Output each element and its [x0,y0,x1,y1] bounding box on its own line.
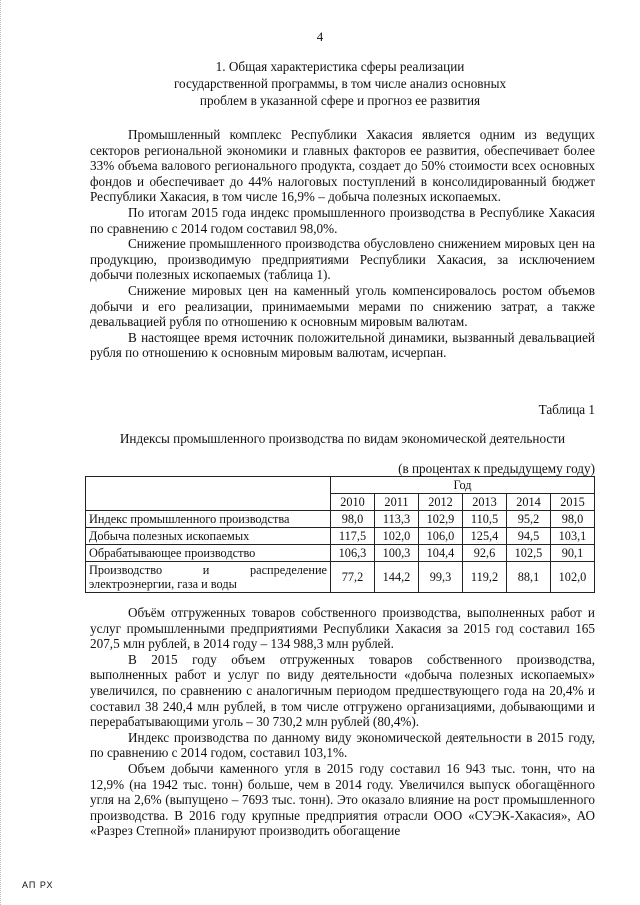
heading-line: 1. Общая характеристика сферы реализации [215,59,465,74]
row-label: Обрабатывающее производство [86,545,331,562]
heading-line: государственной программы, в том числе анализ основных [173,76,507,91]
page-number: 4 [316,29,324,44]
table-cell: 99,3 [419,562,463,593]
row-label: Добыча полезных ископаемых [86,528,331,545]
indices-table [85,476,595,593]
table-cell: 88,1 [507,562,551,593]
row-label: Индекс промышленного производства [86,511,331,528]
table-cell: 98,0 [551,511,595,528]
year-header: 2010 [331,494,375,511]
table-cell: 119,2 [463,562,507,593]
empty-header-cell [86,477,331,511]
footer-stamp: АП РХ [22,880,54,890]
year-header: 2015 [551,494,595,511]
table-cell: 117,5 [331,528,375,545]
table-cell: 125,4 [463,528,507,545]
paragraph: Объём отгруженных товаров собственного производства, выполненных работ и услуг промышленными предприятиями Республики Хакасия за 2015 год составил 165 207,5 млн рублей, в 2014 году – 134 988,3 млн рублей. [90,605,595,652]
table-cell: 98,0 [331,511,375,528]
table-cell: 92,6 [463,545,507,562]
table-cell: 106,0 [419,528,463,545]
table-caption: Таблица 1 [538,402,595,417]
table-cell: 100,3 [375,545,419,562]
table-row [86,562,595,593]
body-text-top [90,127,595,361]
table-cell: 144,2 [375,562,419,593]
year-header: 2012 [419,494,463,511]
page-edge [0,0,5,905]
table-cell: 110,5 [463,511,507,528]
section-heading [90,58,590,109]
body-text-bottom [90,605,595,839]
table-cell: 94,5 [507,528,551,545]
table-row [86,545,595,562]
table-cell: 102,9 [419,511,463,528]
paragraph: В настоящее время источник положительной динамики, вызванный девальвацией рубля по отношению к основным мировым валютам, исчерпан. [90,329,595,361]
table-cell: 103,1 [551,528,595,545]
year-group-header: Год [331,477,595,494]
row-label: Производство и распределение электроэнергии, газа и воды [86,562,331,593]
table-title: Индексы промышленного производства по видам экономической деятельности [119,431,566,446]
paragraph: По итогам 2015 года индекс промышленного производства в Республике Хакасия по сравнению с 2014 годом составил 98,0%. [90,204,595,236]
paragraph: Снижение промышленного производства обусловлено снижением мировых цен на продукцию, производимую предприятиями Республики Хакасия, за исключением добычи полезных ископаемых (таблица 1). [90,236,595,283]
paragraph: Промышленный комплекс Республики Хакасия является одним из ведущих секторов региональной экономики и главных факторов ее развития, обеспечивает более 33% объема валового регионального продукта, создает до 50% стоимости всех основных фондов и обеспечивает до 44% налоговых поступлений в консолидированный бюджет Республики Хакасия, в том числе 16,9% – добыча полезных ископаемых. [90,127,595,205]
table-cell: 77,2 [331,562,375,593]
paragraph: В 2015 году объем отгруженных товаров собственного производства, выполненных работ и услуг по виду деятельности «добыча полезных ископаемых» увеличился, по сравнению с аналогичным периодом предшествующего года на 20,4% и составил 38 240,4 млн рублей, в том числе отгружено организациями, добывающими и перерабатывающими уголь – 30 730,2 млн рублей (80,4%). [90,651,595,730]
table-cell: 113,3 [375,511,419,528]
table-row [86,528,595,545]
table-header-row [86,477,595,494]
table-cell: 102,5 [507,545,551,562]
table-cell: 90,1 [551,545,595,562]
table-row [86,511,595,528]
year-header: 2014 [507,494,551,511]
table-unit-note: (в процентах к предыдущему году) [398,461,595,476]
table-cell: 104,4 [419,545,463,562]
paragraph: Снижение мировых цен на каменный уголь компенсировалось ростом объемов добычи и его реализации, принимаемыми мерами по снижению затрат, а также девальвацией рубля по отношению к основным мировым валютам. [90,282,595,330]
table-cell: 106,3 [331,545,375,562]
paragraph: Индекс производства по данному виду экономической деятельности в 2015 году, по сравнению с 2014 годом, составил 103,1%. [90,729,595,761]
table-cell: 102,0 [375,528,419,545]
year-header: 2011 [375,494,419,511]
table-cell: 95,2 [507,511,551,528]
paragraph: Объем добычи каменного угля в 2015 году составил 16 943 тыс. тонн, что на 12,9% (на 1942 тыс. тонн) больше, чем в 2014 году. Увеличился выпуск обогащённого угля на 2,6% (выпущено – 7693 тыс. тонн). Это оказало влияние на рост промышленного производства. В 2016 году крупные предприятия отрасли ООО «СУЭК-Хакасия», АО «Разрез Степной» планируют производить обогащение [90,760,595,839]
heading-line: проблем в указанной сфере и прогноз ее развития [199,93,481,108]
table-cell: 102,0 [551,562,595,593]
year-header: 2013 [463,494,507,511]
